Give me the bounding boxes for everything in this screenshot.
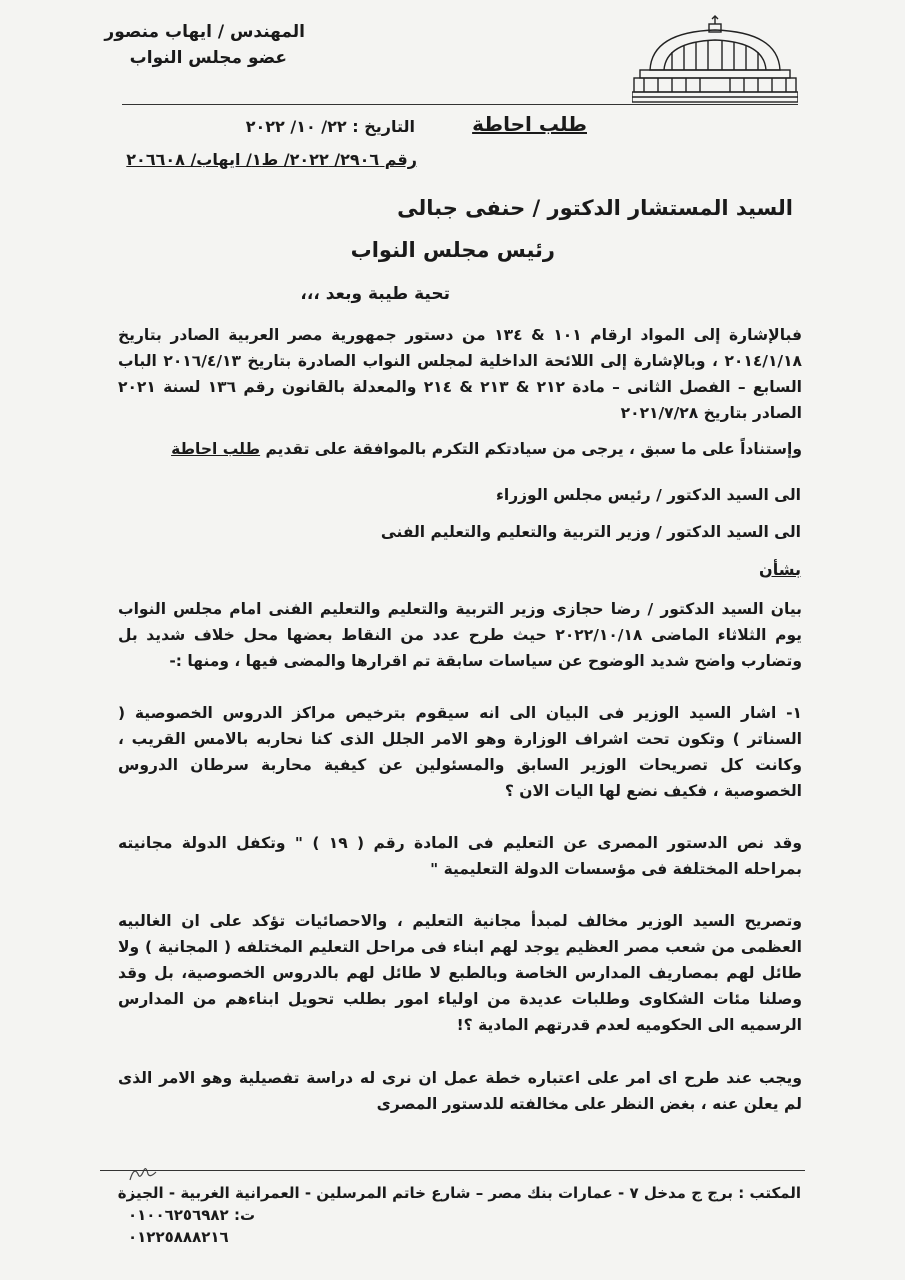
paragraph-conclusion: ويجب عند طرح اى امر على اعتباره خطة عمل ان نرى له دراسة تفصيلية وهو الامر الذى لم يعلن عنه ، بغض النظر على مخالفته للدستور المصرى <box>118 1069 802 1113</box>
reference-number: رقم ٢٩٠٦/ ٢٠٢٢/ ط١/ ايهاب/ ٢٠٦٦٠٨ <box>126 150 417 169</box>
greeting: تحية طيبة وبعد ،،، <box>300 284 450 304</box>
request-type-underlined: طلب احاطة <box>171 440 261 458</box>
request-text: وإستناداً على ما سبق ، يرجى من سيادتكم التكرم بالموافقة على تقديم <box>260 440 802 458</box>
member-role: عضو مجلس النواب <box>129 48 287 68</box>
header-divider <box>122 104 798 105</box>
member-name: المهندس / ايهاب منصور <box>104 22 305 42</box>
paragraph-point-1: ١- اشار السيد الوزير فى البيان الى انه سيقوم بترخيص مراكز الدروس الخصوصية ( السناتر ) وتكون تحت اشراف الوزارة وهو الامر الجلل الذى كنا نحاربه بالامس القريب ، وكانت كل تصريحات الوزير السابق والمسئولين عن كيفية محاربة سرطان الدروس الخصوصية ، فكيف نضع لها اليات الان ؟ <box>118 704 802 800</box>
paragraph-request <box>118 436 802 462</box>
parliament-logo <box>632 14 798 106</box>
addressee-title: رئيس مجلس النواب <box>350 238 555 262</box>
phone-number-2: ٠١٢٢٥٨٨٨٢١٦ <box>128 1228 229 1246</box>
paragraph-constitution: وقد نص الدستور المصرى عن التعليم فى المادة رقم ( ١٩ ) " وتكفل الدولة مجانيته بمراحله المختلفة فى مؤسسات الدولة التعليمية " <box>118 834 802 878</box>
paragraph-free-education: وتصريح السيد الوزير مخالف لمبدأ مجانية التعليم ، والاحصائيات تؤكد على ان الغالبيه العظمى من شعب مصر العظيم يوجد لهم ابناء فى مراحل التعليم المختلفه ( المجانية ) ولا طائل لهم بمصاريف المدارس الخاصة وبالطبع لا طائل لهم بالدروس الخصوصية، بل وقد وصلنا مئات الشكاوى وطلبات عديدة من اولياء امور بطلب تحويل ابناءهم من المدارس الرسميه الى الحكوميه لعدم قدرتهم المادية ؟! <box>118 912 802 1034</box>
subject-label: بشأن <box>759 560 801 579</box>
recipient-education-minister: الى السيد الدكتور / وزير التربية والتعليم والتعليم الفنى <box>380 523 801 541</box>
addressee-name: السيد المستشار الدكتور / حنفى جبالى <box>397 196 793 220</box>
document-date: التاريخ : ٢٢/ ١٠/ ٢٠٢٢ <box>245 117 415 136</box>
office-address: المكتب : برج ج مدخل ٧ - عمارات بنك مصر – شارع خاتم المرسلين - العمرانية الغربية - الجيزة <box>117 1184 801 1202</box>
footer-divider <box>100 1170 805 1171</box>
document-type: طلب احاطة <box>472 112 587 136</box>
paragraph-legal-basis: فبالإشارة إلى المواد ارقام ١٠١ & ١٣٤ من دستور جمهورية مصر العربية الصادر بتاريخ ٢٠١٤/١/١٨ ، وبالإشارة إلى اللائحة الداخلية لمجلس النواب الصادرة بتاريخ ٢٠١٦/٤/١٣ الباب السابع – الفصل الثانى – مادة ٢١٢ & ٢١٣ & ٢١٤ والمعدلة بالقانون رقم ١٣٦ لسنة ٢٠٢١ الصادر بتاريخ ٢٠٢١/٧/٢٨ <box>118 326 802 422</box>
recipient-prime-minister: الى السيد الدكتور / رئيس مجلس الوزراء <box>495 486 801 504</box>
phone-number-1: ت: ٠١٠٠٦٢٥٦٩٨٢ <box>128 1206 256 1224</box>
paragraph-statement: بيان السيد الدكتور / رضا حجازى وزير التربية والتعليم والتعليم الفنى امام مجلس النواب يوم الثلاثاء الماضى ٢٠٢٢/١٠/١٨ حيث طرح عدد من النقاط بعضها محل خلاف شديد بل وتضارب واضح شديد الوضوح عن سياسات سابقة تم اقرارها والمضى فيها ، ومنها :- <box>118 600 802 670</box>
